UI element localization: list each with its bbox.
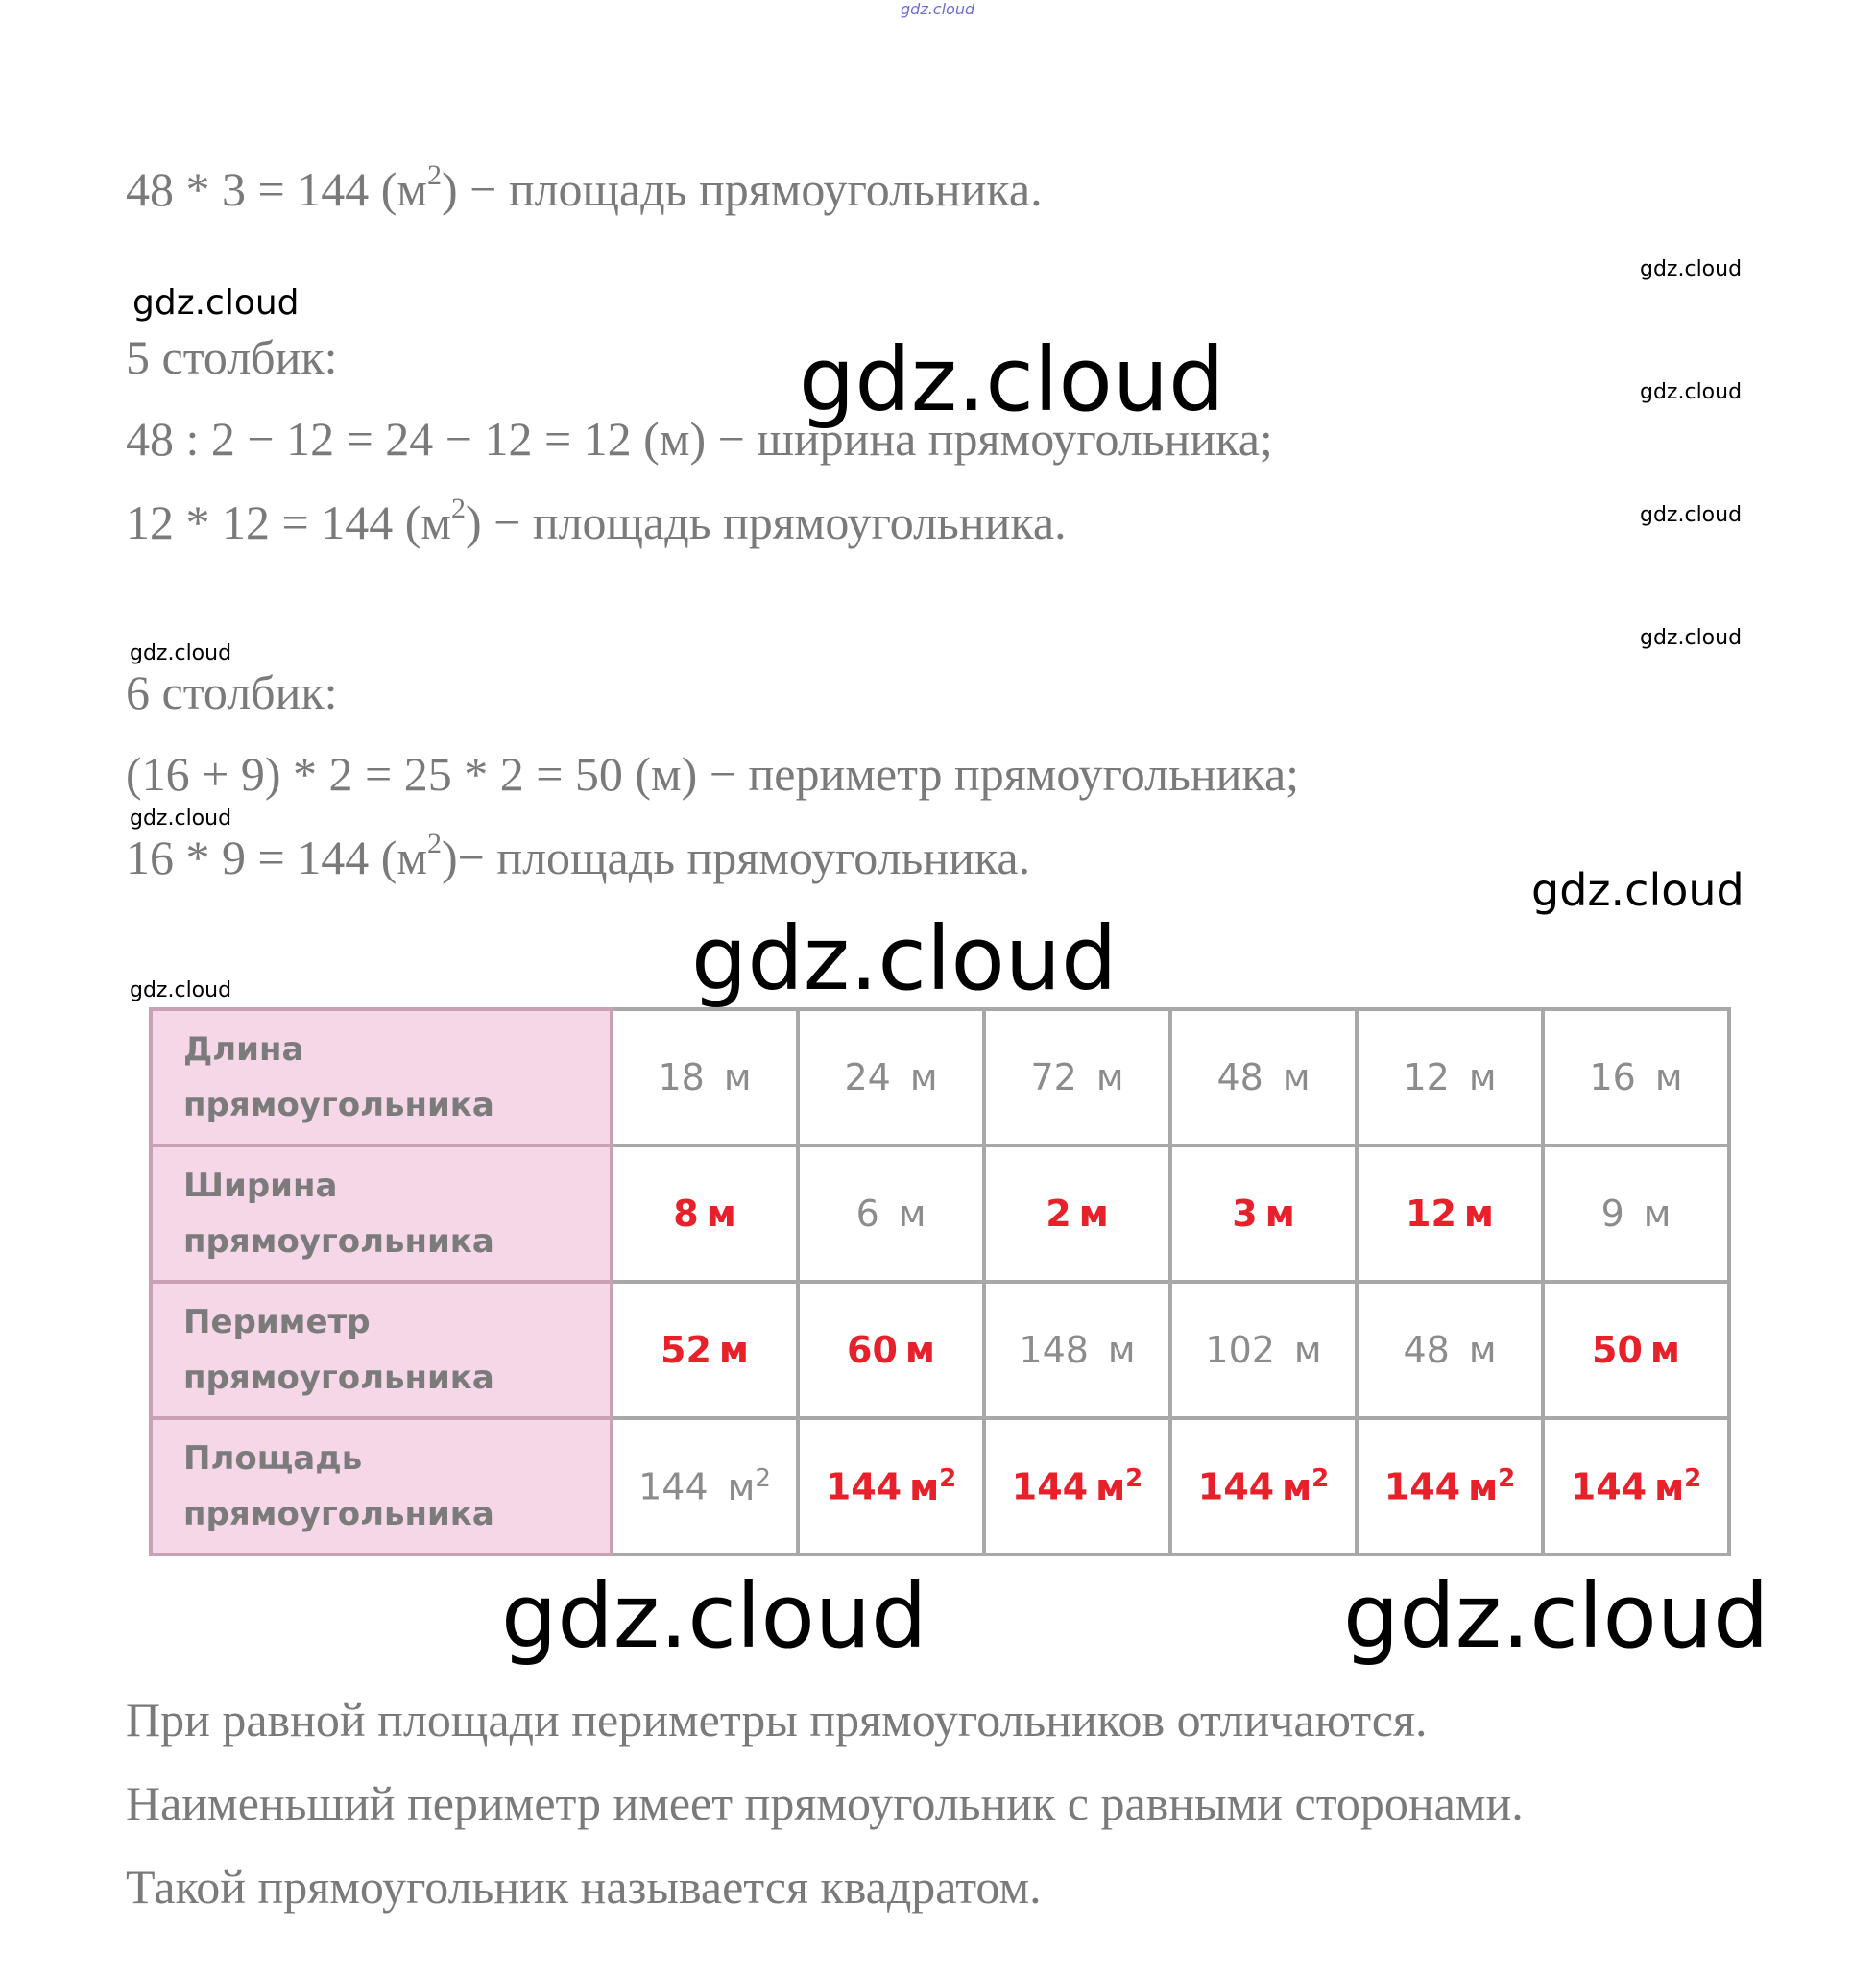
cell-unit: м (1468, 1465, 1499, 1508)
table-cell (984, 1282, 1170, 1418)
table-row (151, 1009, 1729, 1145)
conclusion-line-2: Наименьший периметр имеет прямоугольник с равными сторонами. (126, 1776, 1524, 1830)
table-cell (1543, 1282, 1729, 1418)
cell-value: 144 (825, 1465, 902, 1508)
table-cell (798, 1418, 984, 1555)
conclusion-line-3: Такой прямоугольник называется квадратом. (126, 1860, 1042, 1914)
cell-unit: м (909, 1465, 940, 1508)
watermark-large-1: gdz.cloud (799, 328, 1225, 431)
cell-value: 144 (1011, 1465, 1089, 1508)
row-header (151, 1009, 612, 1145)
row-header-text: прямоугольника (183, 1495, 494, 1533)
cell-unit: м (898, 1193, 926, 1235)
row-header-text: Периметр (183, 1303, 371, 1341)
table-cell (984, 1418, 1170, 1555)
cell-unit-exponent: 2 (1684, 1464, 1702, 1494)
cell-unit: м (909, 1056, 938, 1098)
table-cell (612, 1009, 798, 1145)
table-cell (1543, 1418, 1729, 1555)
table-cell (798, 1282, 984, 1418)
cell-value: 9 (1600, 1193, 1624, 1235)
watermark-right-medium: gdz.cloud (1531, 864, 1744, 916)
cell-unit: м (1293, 1329, 1322, 1371)
cell-value: 102 (1205, 1329, 1275, 1371)
column-6-heading: 6 столбик: (126, 665, 338, 719)
table-row (151, 1145, 1729, 1282)
cell-value: 24 (844, 1056, 891, 1098)
cell-value: 72 (1030, 1056, 1077, 1098)
cell-unit: м (1654, 1056, 1683, 1098)
table-cell (1357, 1282, 1543, 1418)
table-cell (798, 1009, 984, 1145)
watermark-left-2: gdz.cloud (130, 807, 232, 831)
solution-line-perimeter-col6: (16 + 9) * 2 = 25 * 2 = 50 (м) − периметр прямоугольника; (126, 747, 1300, 801)
watermark-large-4: gdz.cloud (1343, 1565, 1769, 1668)
cell-value: 144 (1197, 1465, 1275, 1508)
table-cell (1170, 1282, 1357, 1418)
cell-value: 3 (1232, 1193, 1258, 1235)
cell-unit: м (904, 1329, 935, 1371)
row-header (151, 1145, 612, 1282)
row-header (151, 1282, 612, 1418)
row-header-text: прямоугольника (183, 1086, 494, 1124)
watermark-right-3: gdz.cloud (1640, 503, 1743, 527)
cell-value: 144 (1383, 1465, 1461, 1508)
cell-unit-exponent: 2 (1498, 1464, 1516, 1494)
cell-value: 148 (1019, 1329, 1089, 1371)
table-cell (984, 1009, 1170, 1145)
cell-value: 12 (1403, 1056, 1450, 1098)
watermark-right-4: gdz.cloud (1640, 626, 1743, 650)
table-cell (612, 1145, 798, 1282)
cell-unit: м (1107, 1329, 1136, 1371)
table-cell (1357, 1418, 1543, 1555)
cell-unit: м (1468, 1056, 1497, 1098)
solution-line-area-col4: 48 * 3 = 144 $(м^2)$ − площадь прямоугольника. (126, 159, 1043, 216)
watermark-large-3: gdz.cloud (501, 1565, 927, 1668)
table-cell (984, 1145, 1170, 1282)
table-row (151, 1282, 1729, 1418)
cell-value: 16 (1589, 1056, 1636, 1098)
watermark-left-3: gdz.cloud (130, 978, 232, 1002)
table-cell (612, 1282, 798, 1418)
cell-unit: м (1282, 1056, 1311, 1098)
cell-unit: м (1649, 1329, 1680, 1371)
cell-value: 50 (1592, 1329, 1643, 1371)
cell-unit: м (727, 1465, 756, 1508)
cell-value: 18 (658, 1056, 705, 1098)
solution-line-width-col5: 48 : 2 − 12 = 24 − 12 = 12 (м) − ширина прямоугольника; (126, 412, 1273, 466)
watermark-top: gdz.cloud (901, 0, 975, 18)
cell-value: 52 (661, 1329, 711, 1371)
cell-value: 60 (847, 1329, 898, 1371)
solution-line-area-col5: 12 * 12 = 144 $(м^2)$ − площадь прямоугольника. (126, 493, 1067, 549)
watermark-left-medium: gdz.cloud (132, 283, 300, 323)
watermark-large-2: gdz.cloud (691, 907, 1118, 1010)
watermark-right-2: gdz.cloud (1640, 380, 1743, 404)
cell-value: 6 (855, 1193, 879, 1235)
table-cell (612, 1418, 798, 1555)
cell-value: 48 (1403, 1329, 1450, 1371)
cell-unit-exponent: 2 (939, 1464, 957, 1494)
watermark-left-1: gdz.cloud (130, 641, 232, 665)
solution-line-area-col6: 16 * 9 = 144 $(м^2)-$ площадь прямоугольника. (126, 828, 1031, 884)
cell-unit: м (1643, 1193, 1672, 1235)
cell-value: 144 (1570, 1465, 1648, 1508)
table-cell (1543, 1145, 1729, 1282)
table-cell (1357, 1145, 1543, 1282)
column-5-heading: 5 столбик: (126, 330, 338, 384)
conclusion-line-1: При равной площади периметры прямоугольников отличаются. (126, 1693, 1428, 1747)
cell-unit: м (1282, 1465, 1312, 1508)
table-cell (1543, 1009, 1729, 1145)
table-row (151, 1418, 1729, 1555)
cell-value: 2 (1046, 1193, 1071, 1235)
cell-unit: м (706, 1193, 736, 1235)
cell-unit: м (1654, 1465, 1685, 1508)
cell-unit-exponent: 2 (755, 1464, 771, 1494)
cell-unit: м (1078, 1193, 1109, 1235)
cell-value: 48 (1216, 1056, 1263, 1098)
row-header-text: прямоугольника (183, 1222, 494, 1261)
cell-unit: м (1095, 1056, 1124, 1098)
table-cell (798, 1145, 984, 1282)
watermark-right-1: gdz.cloud (1640, 257, 1743, 281)
row-header-text: Ширина (183, 1167, 338, 1205)
cell-unit: м (1463, 1193, 1494, 1235)
rectangle-table (149, 1007, 1731, 1556)
cell-unit-exponent: 2 (1125, 1464, 1143, 1494)
cell-value: 8 (673, 1193, 699, 1235)
cell-value: 144 (638, 1465, 709, 1508)
table-cell (1170, 1009, 1357, 1145)
cell-value: 12 (1406, 1193, 1456, 1235)
cell-unit: м (1468, 1329, 1497, 1371)
row-header-text: прямоугольника (183, 1359, 494, 1397)
table-cell (1170, 1418, 1357, 1555)
cell-unit: м (1095, 1465, 1126, 1508)
cell-unit: м (1264, 1193, 1295, 1235)
row-header-text: Площадь (183, 1439, 363, 1478)
table-cell (1357, 1009, 1543, 1145)
cell-unit: м (723, 1056, 752, 1098)
table-cell (1170, 1145, 1357, 1282)
row-header-text: Длина (183, 1030, 304, 1069)
cell-unit-exponent: 2 (1311, 1464, 1330, 1494)
row-header (151, 1418, 612, 1555)
cell-unit: м (718, 1329, 749, 1371)
